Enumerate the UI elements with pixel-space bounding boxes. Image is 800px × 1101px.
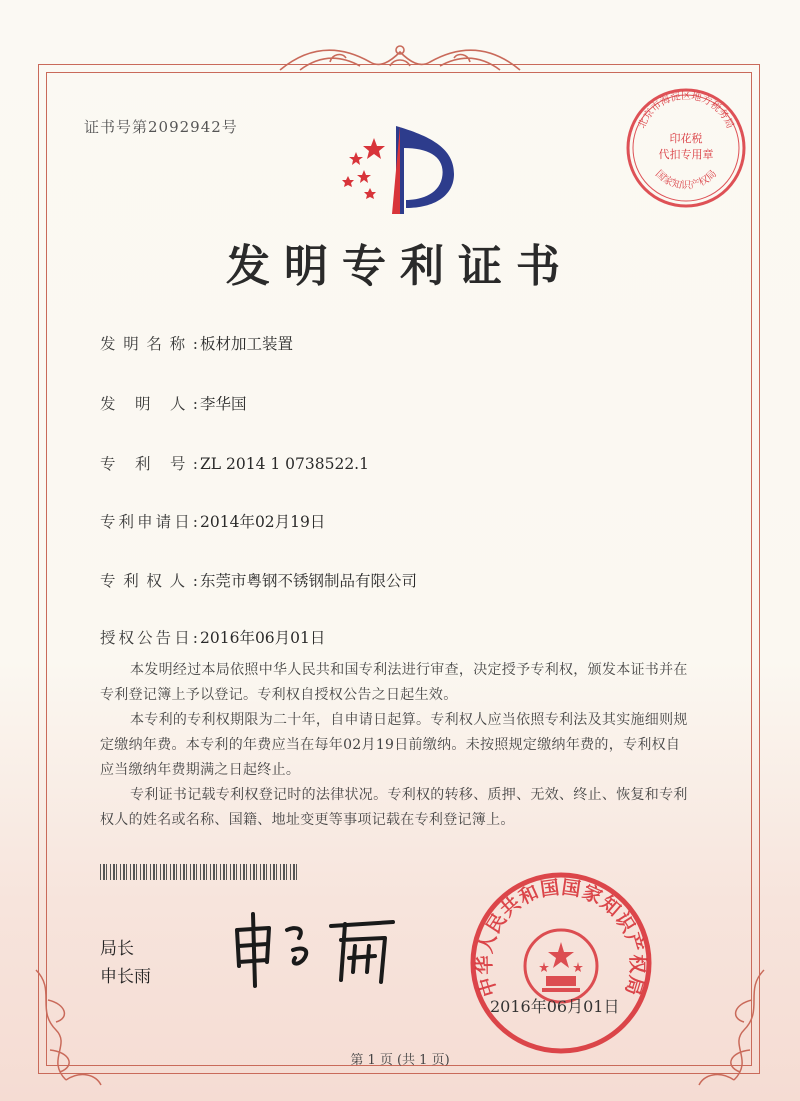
inventor-value: 李华国 [200,395,247,413]
svg-text:国家知识产权局: 国家知识产权局 [652,168,720,192]
svg-text:中华人民共和国国家知识产权局: 中华人民共和国国家知识产权局 [473,876,649,999]
barcode [100,864,300,880]
patentee-value: 东莞市粤钢不锈钢制品有限公司 [200,572,418,590]
top-ornament [270,40,530,80]
paragraph-2: 本专利的专利权期限为二十年，自申请日起算。专利权人应当依照专利法及其实施细则规定缴纳年费。本专利的年费应当在每年02月19日前缴纳。未按照规定缴纳年费的，专利权自应当缴纳年费期满之日起终止。 [100,712,688,778]
grant-date-value: 2016年06月01日 [200,629,326,647]
certificate-number: 证书号第2092942号 [84,118,238,136]
svg-text:代扣专用章: 代扣专用章 [658,148,714,161]
national-ip-office-seal [468,870,654,1056]
director-name: 申长雨 [100,967,151,987]
invention-name-label: 发明名称: [100,335,198,353]
grant-date-label: 授权公告日: [100,629,198,647]
director-title: 局长 [100,939,134,959]
stamp-duty-seal [624,86,748,210]
patent-number-label: 专 利 号: [100,455,198,473]
svg-text:印花税: 印花税 [669,132,703,145]
invention-name-row [100,332,293,354]
bottom-left-ornament [26,960,106,1090]
invention-name-value: 板材加工装置 [200,335,294,353]
patentee-row [100,569,417,591]
paragraph-3: 专利证书记载专利权登记时的法律状况。专利权的转移、质押、无效、终止、恢复和专利权人的姓名或名称、国籍、地址变更等事项记载在专利登记簿上。 [100,787,688,828]
filing-date-label: 专利申请日: [100,513,198,531]
inventor-row [100,392,247,414]
director-signature [225,900,405,990]
grant-date-row [100,626,325,648]
inventor-label: 发 明 人: [100,395,198,413]
svg-text:北京市海淀区地方税务局: 北京市海淀区地方税务局 [636,90,736,131]
patent-number-value: ZL 2014 1 0738522.1 [200,455,369,473]
page-number: 第 1 页 (共 1 页) [350,1053,450,1068]
certificate-title: 发明专利证书 [226,241,574,292]
filing-date-row [100,510,325,532]
paragraph-1: 本发明经过本局依照中华人民共和国专利法进行审查，决定授予专利权，颁发本证书并在专利登记簿上予以登记。专利权自授权公告之日起生效。 [100,662,688,703]
seal-date: 2016年06月01日 [490,997,620,1016]
filing-date-value: 2014年02月19日 [200,513,326,531]
patent-number-row [100,452,369,474]
patentee-label: 专利权人: [100,572,198,590]
patent-office-logo [334,118,464,218]
bottom-right-ornament [694,960,774,1090]
